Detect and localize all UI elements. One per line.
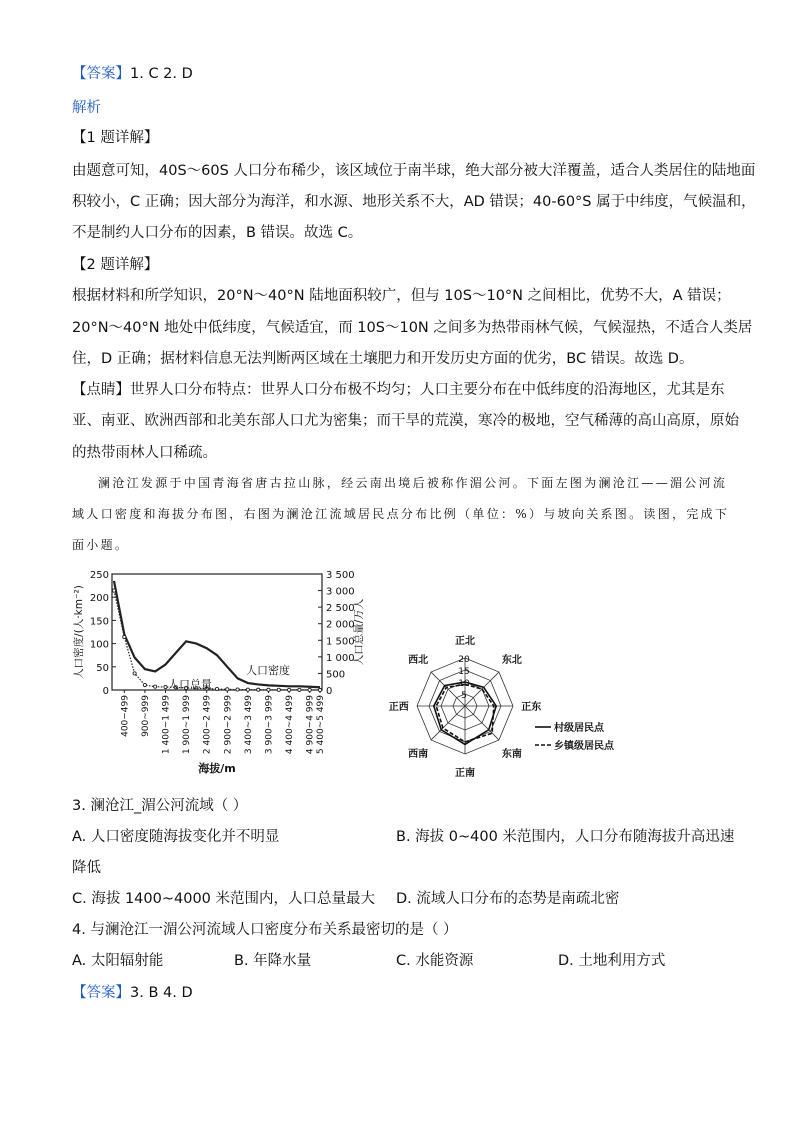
radar-direction-label: 西北 bbox=[408, 655, 429, 667]
q2-detail-line: 20°N～40°N 地处中低纬度，气候适宜，而 10S～10N 之间多为热带雨林气候，气候湿热，不适合人类居 bbox=[72, 320, 753, 336]
answer-label: 【答案】 bbox=[72, 66, 130, 82]
total-point bbox=[246, 688, 249, 691]
x-axis-tick-label: 2 400~2 499 bbox=[202, 695, 213, 755]
total-point bbox=[288, 688, 291, 691]
plot-frame bbox=[112, 574, 322, 690]
radar-tick-label: 5 bbox=[461, 691, 467, 701]
total-point bbox=[257, 688, 260, 691]
radar-tick-label: 15 bbox=[458, 667, 470, 677]
left-axis-tick-label: 100 bbox=[89, 639, 109, 651]
radar-direction-label: 正东 bbox=[521, 702, 542, 713]
x-axis-tick-label: 4 400~4 499 bbox=[285, 695, 296, 755]
left-axis-tick-label: 250 bbox=[89, 570, 109, 581]
total-point bbox=[133, 672, 136, 675]
right-axis-tick-label: 2 000 bbox=[326, 619, 355, 631]
right-axis-tick-label: 500 bbox=[326, 669, 346, 681]
left-axis-tick-label: 150 bbox=[89, 616, 109, 628]
left-axis-label: 人口密度/(人·km⁻²) bbox=[73, 585, 85, 679]
right-axis-tick-label: 1 000 bbox=[326, 652, 355, 664]
left-axis-tick-label: 0 bbox=[102, 686, 109, 697]
answer-label: 【答案】 bbox=[72, 985, 130, 1001]
right-axis-tick-label: 3 500 bbox=[326, 570, 355, 581]
x-axis-tick-label: 3 400~3 499 bbox=[243, 695, 254, 755]
radar-direction-label: 正南 bbox=[455, 768, 475, 780]
radar-direction-label: 西南 bbox=[408, 748, 429, 760]
note-text: 世界人口分布特点：世界人口分布极不均匀；人口主要分布在中低纬度的沿海地区，尤其是东 bbox=[130, 382, 725, 398]
total-point bbox=[277, 688, 280, 691]
answer-text: 3. B 4. D bbox=[130, 985, 193, 1001]
material-line: 面小题。 bbox=[72, 538, 130, 552]
radar-direction-label: 东北 bbox=[501, 655, 522, 667]
total-point bbox=[318, 688, 321, 691]
population-altitude-chart bbox=[70, 562, 370, 784]
note-line bbox=[72, 380, 725, 400]
legend-township-label: 乡镇级居民点 bbox=[554, 741, 614, 752]
total-series-label: 人口总量 bbox=[168, 678, 212, 691]
q3-option-b[interactable]: B. 海拔 0~400 米范围内，人口分布随海拔升高迅速 bbox=[396, 829, 735, 845]
right-axis-label: 人口总量/万人 bbox=[353, 598, 365, 666]
q3-option-a[interactable]: A. 人口密度随海拔变化并不明显 bbox=[72, 829, 280, 845]
total-point bbox=[123, 635, 126, 638]
q1-detail-heading: 【1 题详解】 bbox=[72, 130, 159, 146]
answer-line-1 bbox=[72, 64, 193, 84]
q2-detail-heading: 【2 题详解】 bbox=[72, 257, 159, 273]
legend-village-label: 村级居民点 bbox=[554, 723, 604, 734]
q4-option-b[interactable]: B. 年降水量 bbox=[234, 953, 312, 969]
analysis-label: 解析 bbox=[72, 100, 101, 116]
total-point bbox=[143, 683, 146, 686]
right-axis-tick-label: 0 bbox=[326, 686, 333, 697]
radar-direction-label: 正西 bbox=[388, 702, 409, 713]
material-line: 域人口密度和海拔分布图，右图为澜沧江流域居民点分布比例（单位：%）与坡向关系图。读图，完成下 bbox=[72, 507, 730, 521]
left-axis-tick-label: 50 bbox=[96, 662, 109, 674]
radar-direction-label: 东南 bbox=[501, 748, 522, 760]
q4-option-a[interactable]: A. 太阳辐射能 bbox=[72, 953, 164, 969]
note-line: 亚、南亚、欧洲西部和北美东部人口尤为密集；而干旱的荒漠，寒冷的极地，空气稀薄的高山高原，原始 bbox=[72, 413, 739, 429]
q1-detail-line: 由题意可知，40S～60S 人口分布稀少，该区域位于南半球，绝大部分被大洋覆盖，适合人类居住的陆地面 bbox=[72, 163, 756, 179]
total-point bbox=[226, 688, 229, 691]
total-point bbox=[112, 589, 115, 592]
total-point bbox=[164, 685, 167, 688]
q1-detail-line: 积较小，C 正确；因大部分为海洋，和水源、地形关系不大，AD 错误；40-60°S 属于中纬度，气候温和， bbox=[72, 194, 756, 210]
note-line: 的热带雨林人口稀疏。 bbox=[72, 445, 217, 461]
total-point bbox=[308, 688, 311, 691]
x-axis-tick-label: 3 900~3 999 bbox=[264, 695, 275, 755]
total-point bbox=[215, 687, 218, 690]
total-point bbox=[298, 688, 301, 691]
right-axis-tick-label: 1 500 bbox=[326, 636, 355, 648]
q3-stem: 3. 澜沧江_湄公河流域（ ） bbox=[72, 798, 248, 814]
x-axis-tick-label: 1 900~1 999 bbox=[182, 695, 193, 755]
x-axis-tick-label: 400~499 bbox=[120, 695, 131, 737]
q4-option-c[interactable]: C. 水能资源 bbox=[396, 953, 474, 969]
total-point bbox=[236, 688, 239, 691]
q3-option-d[interactable]: D. 流域人口分布的态势是南疏北密 bbox=[396, 891, 620, 907]
answer-text: 1. C 2. D bbox=[130, 66, 193, 82]
q4-option-d[interactable]: D. 土地利用方式 bbox=[558, 953, 666, 969]
right-axis-tick-label: 2 500 bbox=[326, 603, 355, 615]
x-axis-tick-label: 5 400~5 499 bbox=[316, 695, 326, 755]
answer-line-2 bbox=[72, 983, 193, 1003]
q3-option-b-cont: 降低 bbox=[72, 860, 101, 876]
radar-direction-label: 正北 bbox=[455, 635, 475, 647]
x-axis-tick-label: 4 900~4 999 bbox=[305, 695, 316, 755]
x-axis-tick-label: 900~999 bbox=[140, 695, 151, 737]
x-axis-label: 海拔/m bbox=[198, 762, 236, 775]
total-point bbox=[154, 685, 157, 688]
total-point bbox=[267, 688, 270, 691]
material-line: 澜沧江发源于中国青海省唐古拉山脉，经云南出境后被称作湄公河。下面左图为澜沧江——湄公河流 bbox=[98, 476, 728, 490]
q4-stem: 4. 与澜沧江一湄公河流域人口密度分布关系最密切的是（ ） bbox=[72, 922, 458, 938]
settlement-aspect-radar-chart bbox=[385, 628, 625, 780]
q3-option-c[interactable]: C. 海拔 1400~4000 米范围内，人口总量最大 bbox=[72, 891, 376, 907]
radar-tick-label: 10 bbox=[458, 679, 470, 689]
x-axis-tick-label: 1 400~1 499 bbox=[161, 695, 172, 755]
q2-detail-line: 住，D 正确；据材料信息无法判断两区域在土壤肥力和开发历史方面的优劣，BC 错误。故选 D。 bbox=[72, 351, 694, 367]
note-label: 【点睛】 bbox=[72, 382, 130, 398]
left-axis-tick-label: 200 bbox=[89, 593, 109, 605]
radar-tick-label: 20 bbox=[458, 655, 470, 665]
density-series-label: 人口密度 bbox=[246, 664, 290, 677]
q2-detail-line: 根据材料和所学知识，20°N～40°N 陆地面积较广，但与 10S～10°N 之间相比，优势不大，A 错误； bbox=[72, 288, 731, 304]
right-axis-tick-label: 3 000 bbox=[326, 586, 355, 598]
x-axis-tick-label: 2 900~2 999 bbox=[223, 695, 234, 755]
q1-detail-line: 不是制约人口分布的因素，B 错误。故选 C。 bbox=[72, 225, 363, 241]
